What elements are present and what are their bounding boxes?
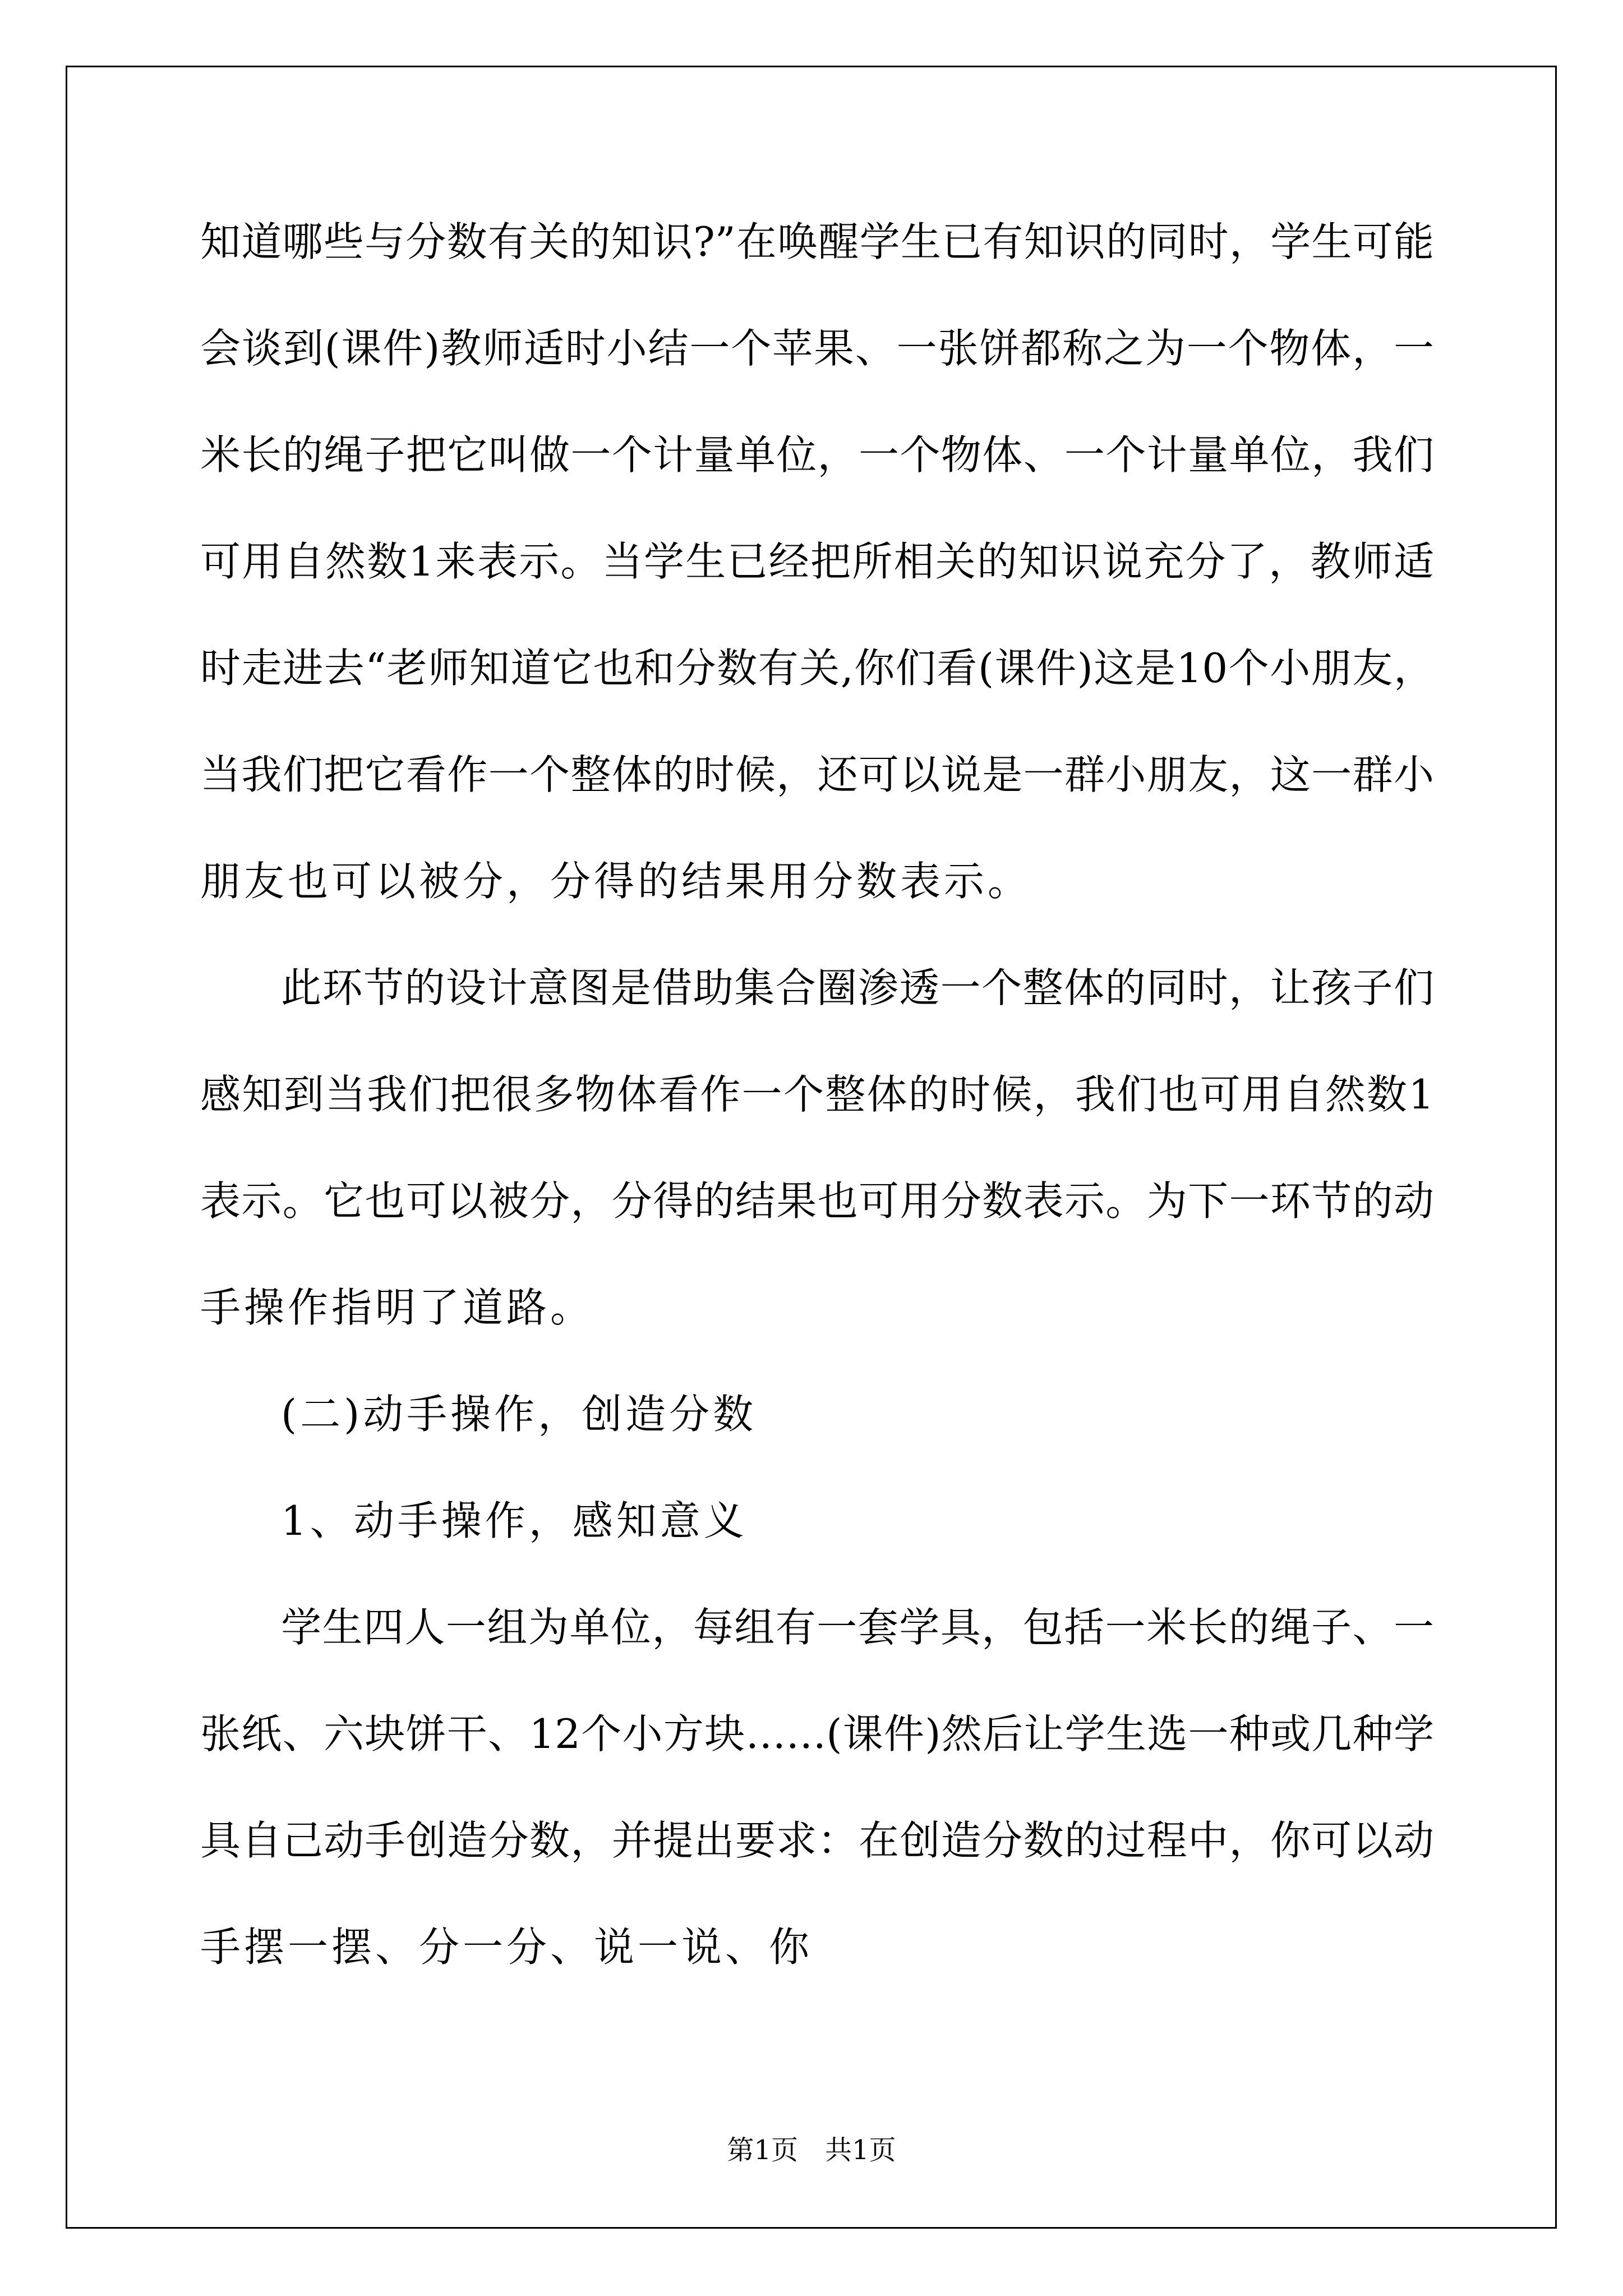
paragraph-first-line: 学生四人一组为单位，每组有一套学具，包括一米长的绳子、一	[281, 1604, 1434, 1651]
text-line: 表示。它也可以被分，分得的结果也可用分数表示。为下一环节的动	[200, 1177, 1434, 1225]
document-body	[200, 215, 1434, 2027]
text-line: 手操作指明了道路。	[200, 1284, 594, 1331]
text-line: 可用自然数1来表示。当学生已经把所相关的知识说充分了，教师适	[200, 538, 1434, 585]
section-heading: (二)动手操作，创造分数	[281, 1391, 757, 1438]
text-line: 具自己动手创造分数，并提出要求：在创造分数的过程中，你可以动	[200, 1817, 1434, 1864]
paragraph-first-line: 此环节的设计意图是借助集合圈渗透一个整体的同时，让孩子们	[281, 964, 1434, 1011]
text-line: 会谈到(课件)教师适时小结一个苹果、一张饼都称之为一个物体，一	[200, 325, 1434, 372]
text-line: 时走进去“老师知道它也和分数有关,你们看(课件)这是10个小朋友，	[200, 645, 1434, 692]
page-number-label: 第1页 共1页	[727, 2134, 896, 2166]
text-line: 感知到当我们把很多物体看作一个整体的时候，我们也可用自然数1	[200, 1071, 1434, 1118]
text-line: 当我们把它看作一个整体的时候，还可以说是一群小朋友，这一群小	[200, 751, 1434, 798]
text-line: 张纸、六块饼干、12个小方块……(课件)然后让学生选一种或几种学	[200, 1710, 1434, 1757]
subsection-heading: 1、动手操作，感知意义	[281, 1497, 748, 1544]
text-line: 米长的绳子把它叫做一个计量单位，一个物体、一个计量单位，我们	[200, 431, 1434, 478]
text-line: 手摆一摆、分一分、说一说、你	[200, 1924, 813, 1971]
page-footer	[0, 2128, 1623, 2167]
text-line: 朋友也可以被分，分得的结果用分数表示。	[200, 858, 1032, 905]
text-line: 知道哪些与分数有关的知识?”在唤醒学生已有知识的同时，学生可能	[200, 218, 1434, 265]
